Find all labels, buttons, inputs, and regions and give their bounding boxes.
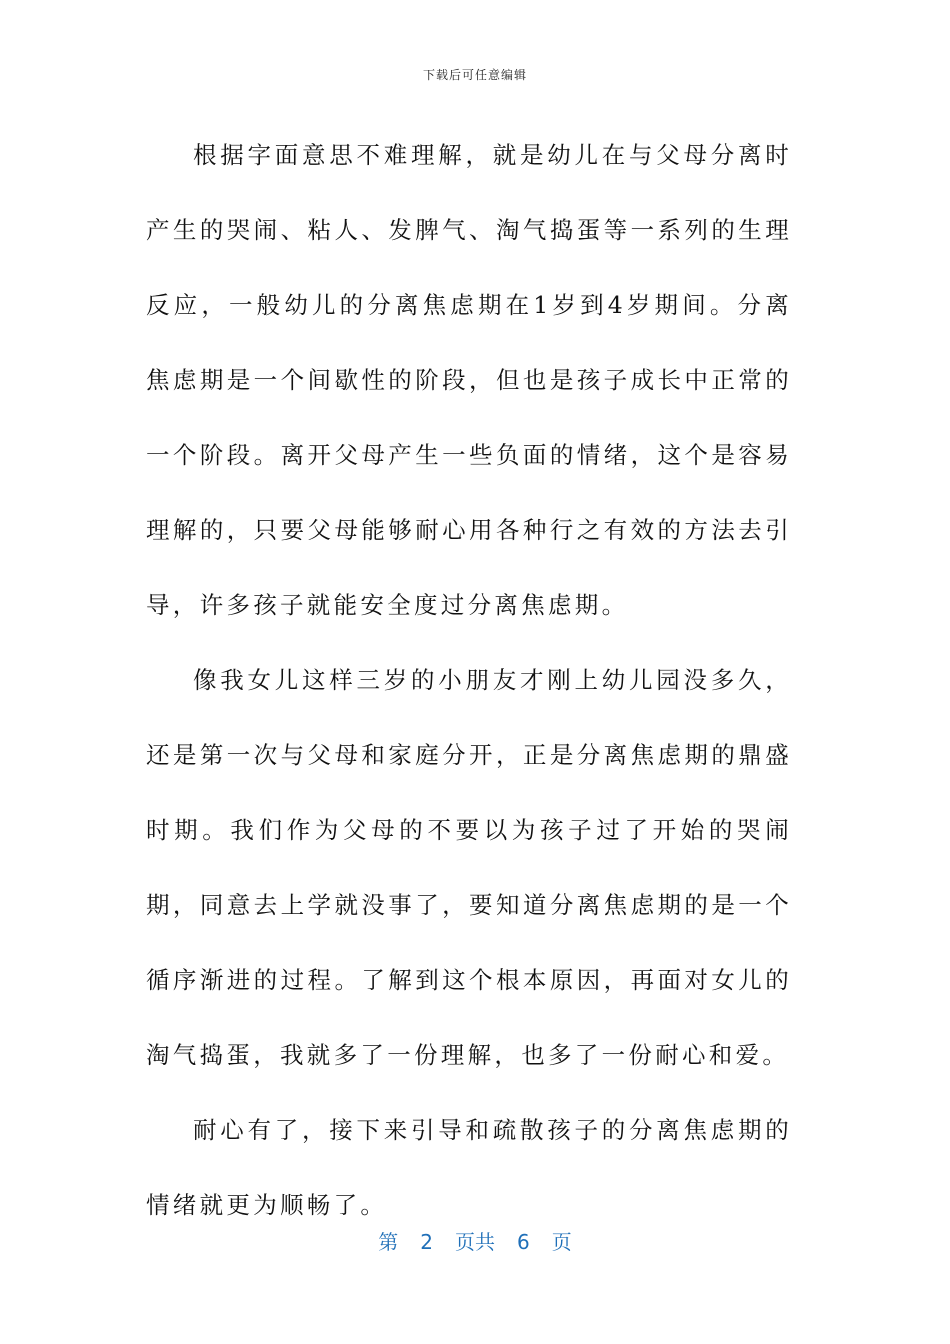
paragraph-3: 耐心有了，接下来引导和疏散孩子的分离焦虑期的情绪就更为顺畅了。 bbox=[146, 1116, 792, 1219]
footer-prefix: 第 bbox=[378, 1230, 399, 1254]
footer-page-number: 2 bbox=[420, 1230, 433, 1254]
paragraph-1: 根据字面意思不难理解，就是幼儿在与父母分离时产生的哭闹、粘人、发脾气、淘气捣蛋等一系列的生理反应，一般幼儿的分离焦虑期在1岁到4岁期间。分离焦虑期是一个间歇性的阶段，但也是孩子成长中正常的一个阶段。离开父母产生一些负面的情绪，这个是容易理解的，只要父母能够耐心用各种行之有效的方法去引导，许多孩子就能安全度过分离焦虑期。 bbox=[146, 141, 792, 619]
footer-total-pages: 6 bbox=[517, 1230, 530, 1254]
page-header: 下载后可任意编辑 bbox=[422, 68, 527, 82]
document-body bbox=[146, 118, 792, 1243]
paragraph-2: 像我女儿这样三岁的小朋友才刚上幼儿园没多久，还是第一次与父母和家庭分开，正是分离焦虑期的鼎盛时期。我们作为父母的不要以为孩子过了开始的哭闹期，同意去上学就没事了，要知道分离焦虑期的是一个循序渐进的过程。了解到这个根本原因，再面对女儿的淘气捣蛋，我就多了一份理解，也多了一份耐心和爱。 bbox=[146, 666, 792, 1069]
footer-suffix: 页 bbox=[551, 1230, 572, 1254]
page-footer bbox=[0, 1226, 950, 1255]
footer-middle: 页共 bbox=[455, 1230, 495, 1254]
